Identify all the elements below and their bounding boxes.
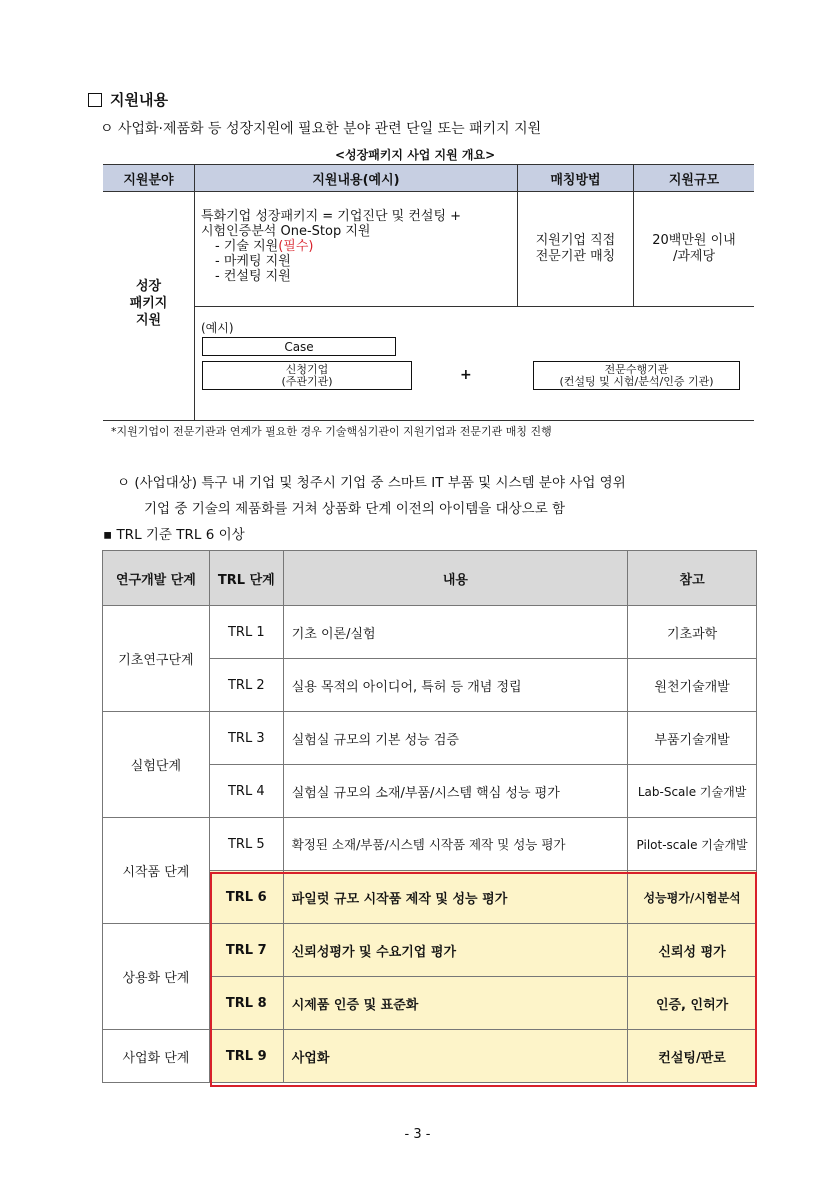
package-table-caption: <성장패키지 사업 지원 개요> bbox=[335, 148, 496, 162]
header-scale: 지원규모 bbox=[634, 165, 754, 191]
target-line-1: ㅇ (사업대상) 특구 내 기업 및 청주시 기업 중 스마트 IT 부품 및 시스템 분야 사업 영위 bbox=[117, 475, 626, 491]
ref-cell: 부품기술개발 bbox=[628, 712, 757, 765]
header-trl-stage: TRL 단계 bbox=[209, 551, 283, 606]
matching-cell: 지원기업 직접 전문기관 매칭 bbox=[535, 233, 616, 264]
target-line-2: 기업 중 기술의 제품화를 거쳐 상품화 단계 이전의 아이템을 대상으로 함 bbox=[144, 501, 566, 517]
stage-cell: 상용화 단계 bbox=[103, 924, 210, 1030]
trl-cell: TRL 8 bbox=[209, 977, 283, 1030]
trl-cell: TRL 6 bbox=[209, 871, 283, 924]
category-cell: 성장 패키지 지원 bbox=[129, 279, 168, 328]
trl-cell: TRL 7 bbox=[209, 924, 283, 977]
plus-sign: + bbox=[460, 367, 472, 383]
trl-table bbox=[102, 550, 757, 1083]
trl-header-row bbox=[103, 551, 757, 606]
stage-cell: 사업화 단계 bbox=[103, 1030, 210, 1083]
ref-cell: 인증, 인허가 bbox=[628, 977, 757, 1030]
ref-cell: 원천기술개발 bbox=[628, 659, 757, 712]
section-title-text: 지원내용 bbox=[110, 91, 168, 109]
content-cell: 기초 이론/실험 bbox=[283, 606, 627, 659]
header-matching: 매칭방법 bbox=[518, 165, 633, 191]
content-cell: 실험실 규모의 기본 성능 검증 bbox=[283, 712, 627, 765]
header-content: 내용 bbox=[283, 551, 627, 606]
stage-cell: 실험단계 bbox=[103, 712, 210, 818]
ref-cell: 성능평가/시험분석 bbox=[628, 871, 757, 924]
checkbox-icon bbox=[88, 93, 102, 107]
trl-cell: TRL 9 bbox=[209, 1030, 283, 1083]
stage-cell: 기초연구단계 bbox=[103, 606, 210, 712]
header-support-field: 지원분야 bbox=[103, 165, 194, 191]
trl-cell: TRL 3 bbox=[209, 712, 283, 765]
content-cell: 시제품 인증 및 표준화 bbox=[283, 977, 627, 1030]
content-cell: 신뢰성평가 및 수요기업 평가 bbox=[283, 924, 627, 977]
table-row bbox=[103, 924, 757, 977]
agency-box: 전문수행기관 (컨설팅 및 시험/분석/인증 기관) bbox=[533, 361, 740, 390]
trl-criteria: ▪ TRL 기준 TRL 6 이상 bbox=[103, 527, 245, 543]
intro-text: ㅇ 사업화·제품화 등 성장지원에 필요한 분야 관련 단일 또는 패키지 지원 bbox=[100, 121, 542, 137]
scale-cell: 20백만원 이내 /과제당 bbox=[652, 233, 736, 264]
example-label: (예시) bbox=[201, 321, 234, 335]
content-cell: 사업화 bbox=[283, 1030, 627, 1083]
header-support-content: 지원내용(예시) bbox=[195, 165, 517, 191]
header-reference: 참고 bbox=[628, 551, 757, 606]
content-cell: 실용 목적의 아이디어, 특허 등 개념 정립 bbox=[283, 659, 627, 712]
content-cell: 파일럿 규모 시작품 제작 및 성능 평가 bbox=[283, 871, 627, 924]
page-number: - 3 - bbox=[404, 1127, 431, 1142]
ref-cell: 컨설팅/판로 bbox=[628, 1030, 757, 1083]
stage-cell: 시작품 단계 bbox=[103, 818, 210, 924]
ref-cell: Pilot-scale 기술개발 bbox=[628, 818, 757, 871]
header-rd-stage: 연구개발 단계 bbox=[103, 551, 210, 606]
trl-cell: TRL 4 bbox=[209, 765, 283, 818]
section-title bbox=[88, 89, 168, 110]
content-cell: 확정된 소재/부품/시스템 시작품 제작 및 성능 평가 bbox=[283, 818, 627, 871]
content-cell: 실험실 규모의 소재/부품/시스템 핵심 성능 평가 bbox=[283, 765, 627, 818]
trl-cell: TRL 2 bbox=[209, 659, 283, 712]
table-row bbox=[103, 1030, 757, 1083]
case-box: Case bbox=[202, 337, 396, 356]
ref-cell: 기초과학 bbox=[628, 606, 757, 659]
footnote: *지원기업이 전문기관과 연계가 필요한 경우 기술핵심기관이 지원기업과 전문기관 매칭 진행 bbox=[111, 425, 552, 438]
table-row bbox=[103, 606, 757, 659]
ref-cell: 신뢰성 평가 bbox=[628, 924, 757, 977]
table-row bbox=[103, 818, 757, 871]
applicant-box: 신청기업 (주관기관) bbox=[202, 361, 412, 390]
ref-cell: Lab-Scale 기술개발 bbox=[628, 765, 757, 818]
trl-cell: TRL 5 bbox=[209, 818, 283, 871]
trl-cell: TRL 1 bbox=[209, 606, 283, 659]
content-cell: 특화기업 성장패키지 = 기업진단 및 컨설팅 + 시험인증분석 One-Stop 지원 - 기술 지원(필수) - 마케팅 지원 - 컨설팅 지원 bbox=[201, 209, 462, 284]
table-row bbox=[103, 712, 757, 765]
